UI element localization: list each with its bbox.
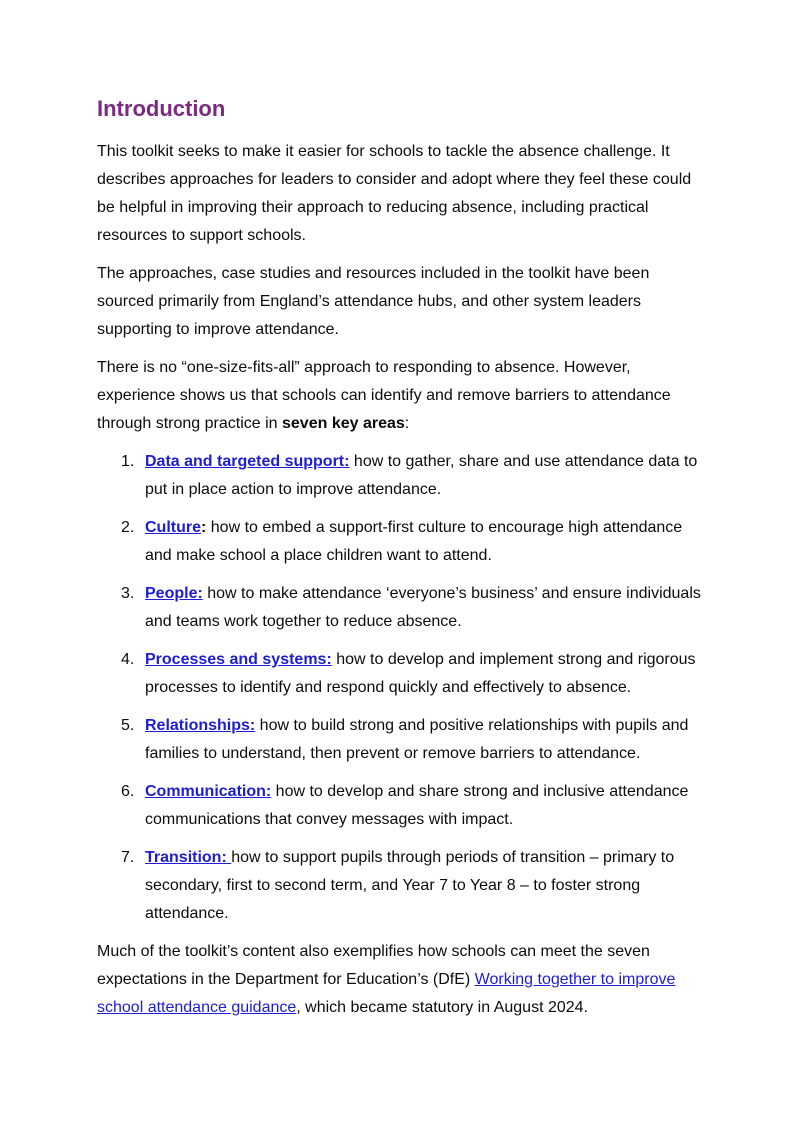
key-areas-emphasis: seven key areas — [282, 415, 405, 432]
list-item-description: how to embed a support-first culture to encourage high attendance and make school a place children want to attend. — [145, 519, 683, 564]
list-item-description: how to gather, share and use attendance data to put in place action to improve attendance. — [145, 453, 698, 498]
list-item — [97, 712, 709, 768]
link-processes-and-systems[interactable]: Processes and systems: — [145, 651, 332, 668]
list-item — [97, 844, 709, 928]
link-relationships[interactable]: Relationships: — [145, 717, 256, 734]
list-item-description: how to develop and share strong and inclusive attendance communications that convey messages with impact. — [145, 783, 689, 828]
closing-text: Much of the toolkit’s content also exemplifies how schools can meet the seven expectations in the Department for Education’s (DfE) — [97, 943, 650, 988]
list-item-number: 3. — [121, 585, 135, 602]
link-transition[interactable]: Transition: — [145, 849, 232, 866]
link-attendance-guidance[interactable]: Working together to improve school attendance guidance — [97, 971, 676, 1016]
link-data-and-targeted-support[interactable]: Data and targeted support: — [145, 453, 350, 470]
list-item-number: 4. — [121, 651, 135, 668]
list-item-number: 1. — [121, 453, 135, 470]
list-item-description: how to develop and implement strong and rigorous processes to identify and respond quickly and effectively to absence. — [145, 651, 696, 696]
list-item-colon: : — [201, 519, 207, 536]
list-item-number: 7. — [121, 849, 135, 866]
key-areas-intro-text: There is no “one-size-fits-all” approach to responding to absence. However, experience shows us that schools can identify and remove barriers to attendance through strong practice in — [97, 359, 671, 432]
list-item-description: how to make attendance ‘everyone’s business’ and ensure individuals and teams work together to reduce absence. — [145, 585, 701, 630]
link-communication[interactable]: Communication: — [145, 783, 272, 800]
list-item-number: 6. — [121, 783, 135, 800]
list-item-description: how to build strong and positive relationships with pupils and families to understand, then prevent or remove barriers to attendance. — [145, 717, 689, 762]
key-areas-intro-paragraph — [97, 354, 709, 438]
list-item-description: how to support pupils through periods of transition – primary to secondary, first to second term, and Year 7 to Year 8 – to foster strong attendance. — [145, 849, 675, 922]
list-item-number: 2. — [121, 519, 135, 536]
link-people[interactable]: People: — [145, 585, 203, 602]
sources-paragraph: The approaches, case studies and resources included in the toolkit have been sourced primarily from England’s attendance hubs, and other system leaders supporting to improve attendance. — [97, 265, 650, 338]
intro-paragraph: This toolkit seeks to make it easier for schools to tackle the absence challenge. It describes approaches for leaders to consider and adopt where they feel these could be helpful in improving their approach to reducing absence, including practical resources to support schools. — [97, 143, 692, 244]
link-culture[interactable]: Culture — [145, 519, 201, 536]
page-content — [97, 94, 709, 1032]
list-item — [97, 580, 709, 636]
list-item — [97, 778, 709, 834]
list-item — [97, 448, 709, 504]
closing-paragraph — [97, 938, 709, 1022]
key-areas-list — [97, 448, 709, 928]
key-areas-intro-colon: : — [404, 415, 410, 432]
closing-text-end: , which became statutory in August 2024. — [296, 999, 588, 1016]
list-item — [97, 646, 709, 702]
page-title: Introduction — [97, 96, 226, 121]
list-item — [97, 514, 709, 570]
list-item-number: 5. — [121, 717, 135, 734]
